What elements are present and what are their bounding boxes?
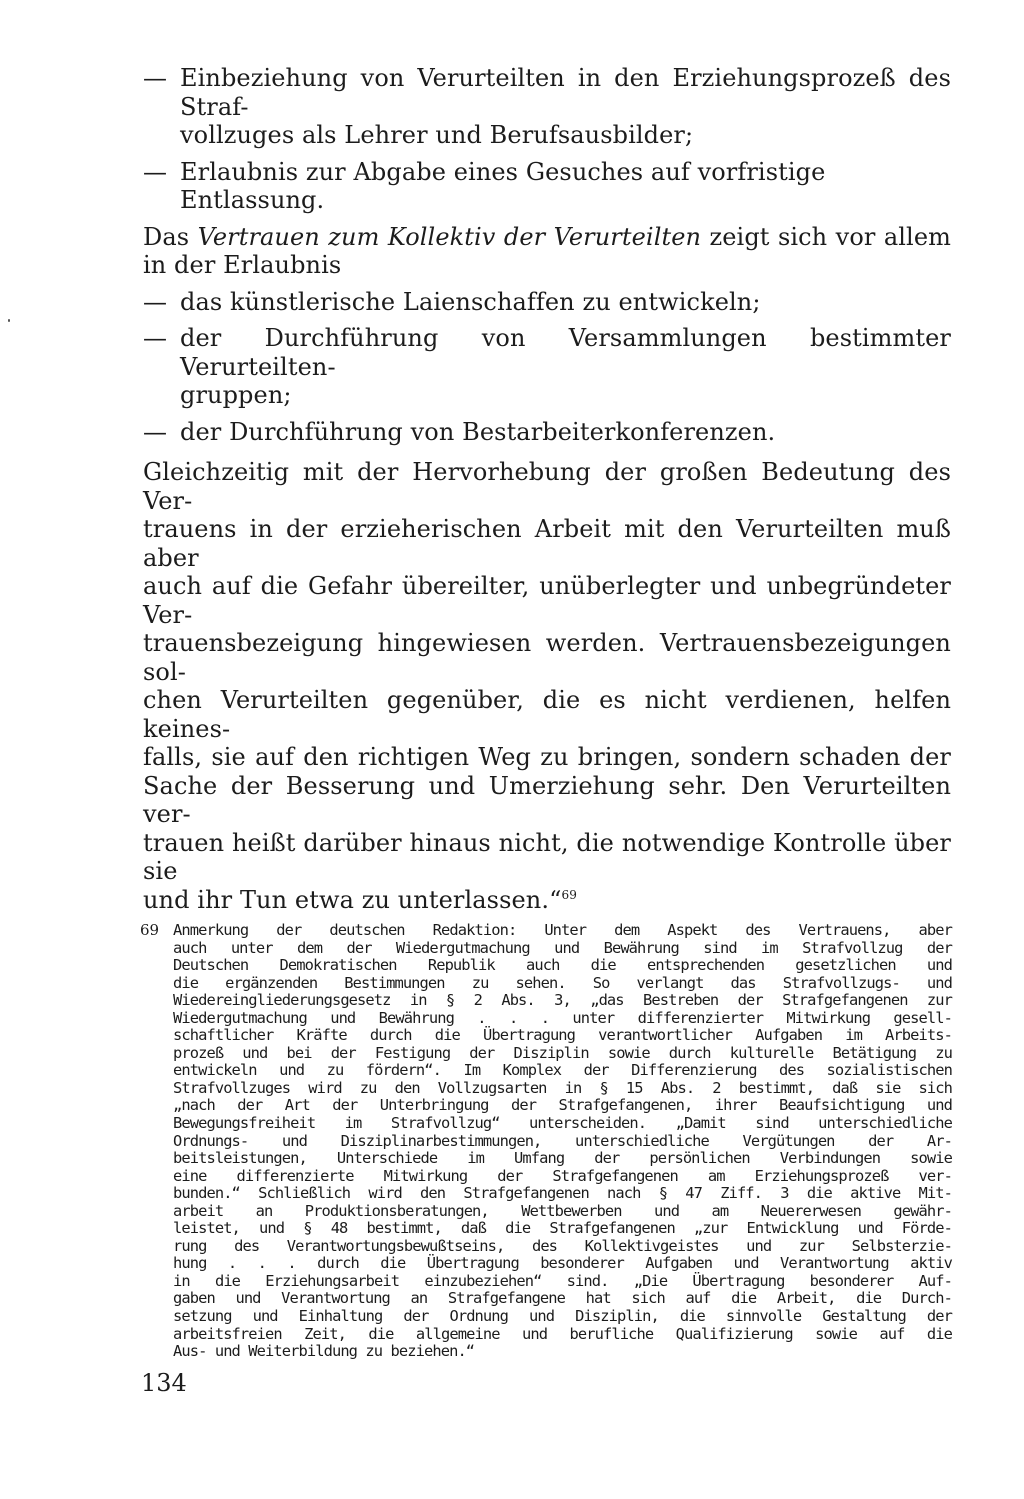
- text-line: Erlaubnis zur Abgabe eines Gesuches auf vorfristige Entlassung.: [180, 157, 826, 214]
- text-line: auch auf die Gefahr übereilter, unüberlegter und unbegründeter Ver-: [143, 572, 951, 629]
- text-line: falls, sie auf den richtigen Weg zu bringen, sondern schaden der: [143, 743, 951, 771]
- dash-marker: —: [143, 287, 168, 316]
- text-line: trauensbezeigung hingewiesen werden. Vertrauensbezeigungen sol-: [143, 629, 951, 686]
- footnote-line: Aus- und Weiterbildung zu beziehen.“: [173, 1342, 475, 1361]
- dash-marker: —: [143, 64, 168, 92]
- list-item: [143, 288, 951, 317]
- footnote-line: leistet, und § 48 bestimmt, daß die Strafgefangenen „zur Entwicklung und Förde-: [173, 1219, 952, 1238]
- footnote-line: Wiedereingliederungsgesetz in § 2 Abs. 3, „das Bestreben der Strafgefangenen zur: [173, 991, 952, 1010]
- dash-marker: —: [143, 324, 168, 352]
- footnote-number: 69: [140, 921, 160, 939]
- footnote-reference: 69: [561, 887, 577, 902]
- footnote-line: gaben und Verantwortung an Strafgefangene hat sich auf die Arbeit, die Durch-: [173, 1289, 952, 1308]
- footnote-line: Deutschen Demokratischen Republik auch die entsprechenden gesetzlichen und: [173, 956, 952, 975]
- footnote-line: setzung und Einhaltung der Ordnung und Disziplin, die sinnvolle Gestaltung der: [173, 1307, 952, 1326]
- footnote-line: prozeß und bei der Festigung der Disziplin sowie durch kulturelle Betätigung zu: [173, 1043, 952, 1062]
- list-item: [143, 64, 951, 150]
- text-run: zeigt sich vor allem: [701, 222, 951, 251]
- text-line: chen Verurteilten gegenüber, die es nicht verdienen, helfen keines-: [143, 686, 951, 743]
- footnote-line: auch unter dem der Wiedergutmachung und Bewährung sind im Strafvollzug der: [173, 938, 952, 957]
- footnote-line: Anmerkung der deutschen Redaktion: Unter dem Aspekt des Vertrauens, aber: [173, 921, 952, 939]
- paragraph: [143, 458, 951, 914]
- dash-marker: —: [143, 157, 168, 186]
- text-line: [143, 886, 951, 915]
- emphasis-text: Vertrauen zum Kollektiv der Verurteilten: [197, 222, 702, 251]
- footnote-line: entwickeln und zu fördern“. Im Komplex der Differenzierung des sozialistischen: [173, 1061, 952, 1080]
- text-line: in der Erlaubnis: [143, 251, 342, 279]
- text-line: [143, 223, 951, 252]
- text-line: Gleichzeitig mit der Hervorhebung der großen Bedeutung des Ver-: [143, 458, 951, 515]
- text-line: Sache der Besserung und Umerziehung sehr. Den Verurteilten ver-: [143, 771, 951, 828]
- page-number: 134: [141, 1369, 187, 1397]
- footnote-line: in die Erziehungsarbeit einzubeziehen“ sind. „Die Übertragung besonderer Auf-: [173, 1271, 952, 1290]
- footnote-line: rung des Verantwortungsbewußtseins, des Kollektivgeistes und zur Selbsterzie-: [173, 1236, 952, 1255]
- footnote-line: Bewegungsfreiheit im Strafvollzug“ unterscheiden. „Damit sind unterschiedliche: [173, 1114, 952, 1133]
- footnote-line: Wiedergutmachung und Bewährung . . . unter differenzierter Mitwirkung gesell-: [173, 1008, 952, 1027]
- text-run: Das: [143, 222, 198, 251]
- text-line: vollzuges als Lehrer und Berufsausbilder;: [180, 121, 694, 149]
- text-line: trauen heißt darüber hinaus nicht, die notwendige Kontrolle über sie: [143, 828, 951, 885]
- list-item: [143, 324, 951, 410]
- text-line: der Durchführung von Bestarbeiterkonferenzen.: [180, 417, 776, 446]
- text-line: der Durchführung von Versammlungen bestimmter Verurteilten-: [180, 324, 951, 381]
- footnote-line: arbeitsfreien Zeit, die allgemeine und berufliche Qualifizierung sowie auf die: [173, 1324, 952, 1343]
- footnote-line: hung . . . durch die Übertragung besonderer Aufgaben und Verantwortung aktiv: [173, 1254, 952, 1273]
- text-line: trauens in der erzieherischen Arbeit mit den Verurteilten muß aber: [143, 515, 951, 572]
- footnote-line: beitsleistungen, Unterschiede im Umfang der persönlichen Verbindungen sowie: [173, 1149, 952, 1168]
- footnote-line: Ordnungs- und Disziplinarbestimmungen, unterschiedliche Vergütungen der Ar-: [173, 1131, 952, 1150]
- main-text: [143, 64, 951, 914]
- footnote-line: Strafvollzuges wird zu den Vollzugsarten in § 15 Abs. 2 bestimmt, daß sie sich: [173, 1078, 952, 1097]
- text-line: gruppen;: [180, 381, 292, 409]
- footnote: [140, 922, 952, 1361]
- dash-marker: —: [143, 417, 168, 446]
- text-line: Einbeziehung von Verurteilten in den Erziehungsprozeß des Straf-: [180, 64, 951, 121]
- footnote-line: arbeit an Produktionsberatungen, Wettbewerben und am Neuererwesen gewähr-: [173, 1201, 952, 1220]
- list-item: [143, 158, 951, 215]
- paragraph: [143, 223, 951, 280]
- footnote-line: schaftlicher Kräfte durch die Übertragung verantwortlicher Aufgaben im Arbeits-: [173, 1026, 952, 1045]
- footnote-line: „nach der Art der Unterbringung der Strafgefangenen, ihrer Beaufsichtigung und: [173, 1096, 952, 1115]
- footnote-line: die ergänzenden Bestimmungen zu sehen. So verlangt das Strafvollzugs- und: [173, 973, 952, 992]
- footnote-line: eine differenzierte Mitwirkung der Strafgefangenen am Erziehungsprozeß ver-: [173, 1166, 952, 1185]
- footnote-line: bunden.“ Schließlich wird den Strafgefangenen nach § 47 Ziff. 3 die aktive Mit-: [173, 1184, 952, 1203]
- footnote-text: [173, 922, 952, 1361]
- text-line: das künstlerische Laienschaffen zu entwickeln;: [180, 287, 761, 316]
- list-item: [143, 418, 951, 447]
- text-run: und ihr Tun etwa zu unterlassen.“: [143, 885, 562, 914]
- scan-speck: [8, 319, 10, 322]
